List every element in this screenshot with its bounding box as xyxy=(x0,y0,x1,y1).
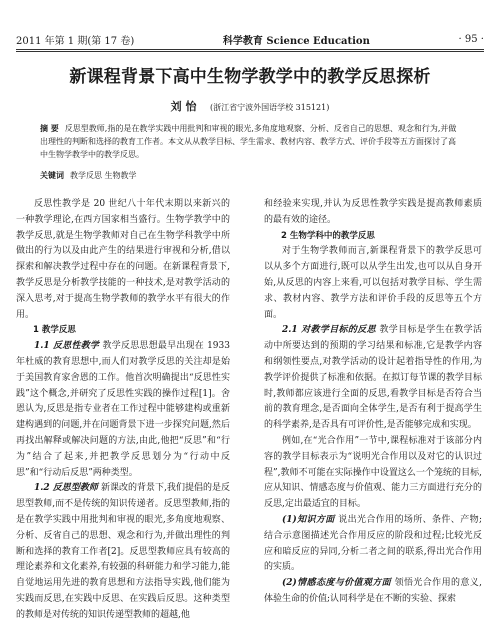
body-paragraph xyxy=(264,323,482,434)
section-heading: 1 教学反思 xyxy=(33,325,76,336)
section-heading: 2 生物学科中的教学反思 xyxy=(281,230,375,241)
page-number: · 95 · xyxy=(458,33,484,45)
subsection-heading: 2.1 对教学目标的反思 xyxy=(282,325,380,336)
header-rule-top xyxy=(16,49,484,50)
paragraph-text: 说出光合作用的场所、条件、产物;结合示意图描述光合作用反应的阶段和过程;比较光反应和暗反应的异同,分析二者之间的联系,得出光合作用的实质。 xyxy=(264,514,482,573)
paragraph-text: 反思性教学是 20 世纪八十年代末期以来新兴的一种教学理论,在西方国家相当盛行。生物学教学中的教学反思,就是生物学教师对自己在生物学科教学中所做出的行为以及由此产生的结果进行审视和分析,借以探索和解决教学过程中存在的问题。在新课程背景下,教学反思是分析教学技能的一种技术,是对教学活动的深入思考,对于提高生物学教师的教学水平有很大的作用。 xyxy=(16,199,230,320)
paragraph-text: 新课改的背景下,我们提倡的是反思型教师,而不是传统的知识传递者。反思型教师,指的是在教学实践中用批判和审视的眼光,多角度地观察、分析、反省自己的思想、观念和行为,并做出理性的判断和选择的教育工作者[2]。反思型教师应具有较高的理论素养和文化素养,有较强的科研能力和学习能力,能自觉地运用先进的教育思想和方法指导实践,他们能为实践而反思,在实践中反思、在实践后反思。这种类型的教师是对传统的知识传递型教师的超越,他 xyxy=(16,483,230,620)
author-name: 刘 怡 xyxy=(170,100,197,113)
article-title: 新课程背景下高中生物学教学中的教学反思探析 xyxy=(69,67,431,87)
body-paragraph xyxy=(264,434,482,513)
body-paragraph xyxy=(16,339,230,481)
abstract-text: 反思型教师,指的是在教学实践中用批判和审视的眼光,多角度地观察、分析、反省自己的思想、观念和行为,并做出理性的判断和选择的教育工作者。本文从从教学目标、学生需求、教材内容、教学方式、评价手段等五方面探讨了高中生物学教学中的教学反思。 xyxy=(40,124,457,159)
body-paragraph xyxy=(264,576,482,608)
abstract-label: 摘 要 xyxy=(40,123,59,133)
paragraph-text: 教学反思思想最早出现在 1933 年杜威的教育思想中,而人们对教学反思的关注却是始于美国教育家舍恩的工作。他首次明确提出“反思性实践”这个概念,并研究了反思性实践的操作过程[1]。舍恩认为,反思是指专业者在工作过程中能够建构或重新建构遇到的问题,并在问题背景下进一步探究问题,然后再找出解释或解决问题的方法,由此,他把“反思”和“行为”结合了起来,并把教学反思划分为“行动中反思”和“行动后反思”两种类型。 xyxy=(16,341,230,478)
body-paragraph xyxy=(264,244,482,323)
paragraph-text: 对于生物学教师而言,新课程背景下的教学反思可以从多个方面进行,既可以从学生出发,也可以从自身开始,从反思的内容上来看,可以包括对教学目标、学生需求、教材内容、教学方法和评价手段的反思等五个方面。 xyxy=(264,246,482,320)
body-paragraph xyxy=(16,197,230,323)
subsection-heading: (2)情感态度与价值观方面 xyxy=(282,578,395,589)
subsection-heading: (1)知识方面 xyxy=(282,514,339,525)
body-paragraph xyxy=(16,481,230,623)
subsection-heading: 1.2 反思型教师 xyxy=(34,483,101,494)
body-column-left xyxy=(16,197,230,624)
keywords-text: 教学反思 生物教学 xyxy=(70,171,137,180)
keywords-label: 关键词 xyxy=(40,170,64,180)
issue-info: 2011 年第 1 期(第 17 卷) xyxy=(16,35,135,47)
paragraph-text: 领悟光合作用的意义,体验生命的价值;认同科学是在不断的实验、探索 xyxy=(264,578,482,604)
author-line xyxy=(0,98,500,114)
abstract xyxy=(40,122,460,161)
body-column-right xyxy=(264,197,482,608)
paragraph-text: 教学目标是学生在教学活动中所要达到的预期的学习结果和标准,它是教学内容和纲领性要点,对教学活动的设计起着指导性的作用,为教学评价提供了标准和依据。在拟订每节课的教学目标时,教师都应该进行全面的反思,看教学目标是否符合当前的教育理念,是否面向全体学生,是否有利于提高学生的科学素养,是否具有可评价性,是否能够完成和实现。 xyxy=(264,325,482,431)
subsection-heading: 1.1 反思性教学 xyxy=(34,341,103,352)
paragraph-text: 和经验来实现,并认为反思性教学实践是提高教师素质的最有效的途径。 xyxy=(264,199,482,225)
running-header xyxy=(16,30,484,48)
journal-name: 科学教育 Science Education xyxy=(222,35,370,47)
body-paragraph xyxy=(264,513,482,576)
paragraph-text: 例如,在“光合作用”一节中,课程标准对于该部分内容的教学目标表示为“说明光合作用以及对它的认识过程”,教师不可能在实际操作中设置这么一个笼统的目标,应从知识、情感态度与价值观、能力三方面进行充分的反思,定出最适宜的目标。 xyxy=(264,435,482,510)
author-affiliation: (浙江省宁波外国语学校 315121) xyxy=(210,103,330,112)
header-rule-bottom xyxy=(16,51,484,52)
keywords xyxy=(40,169,460,182)
body-paragraph xyxy=(264,197,482,229)
